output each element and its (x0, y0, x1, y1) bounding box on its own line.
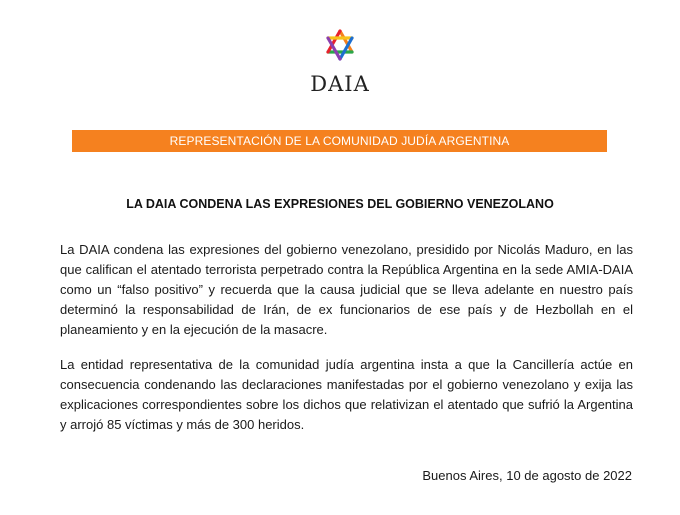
star-of-david-icon (298, 28, 382, 70)
dateline: Buenos Aires, 10 de agosto de 2022 (422, 468, 632, 483)
body-paragraph-2: La entidad representativa de la comunidad judía argentina insta a que la Cancillería actúe en consecuencia condenando las declaraciones manifestadas por el gobierno venezolano y exija las explicaciones correspondientes sobre los dichos que relativizan el atentado que sufrió la Argentina y arrojó 85 víctimas y más de 300 heridos. (60, 357, 633, 432)
body-paragraph-1: La DAIA condena las expresiones del gobierno venezolano, presidido por Nicolás Maduro, en las que califican el atentado terrorista perpetrado contra la República Argentina en la sede AMIA-DAIA como un “falso positivo” y recuerda que la causa judicial que se lleva adelante en nuestro país determinó la responsabilidad de Irán, de ex funcionarios de ese país y de Hezbollah en el planeamiento y en la ejecución de la masacre. (60, 242, 633, 337)
logo-wordmark: DAIA (310, 72, 370, 96)
daia-logo (298, 28, 382, 98)
organization-banner: REPRESENTACIÓN DE LA COMUNIDAD JUDÍA ARGENTINA (72, 130, 607, 152)
press-release-headline: LA DAIA CONDENA LAS EXPRESIONES DEL GOBIERNO VENEZOLANO (126, 197, 554, 211)
